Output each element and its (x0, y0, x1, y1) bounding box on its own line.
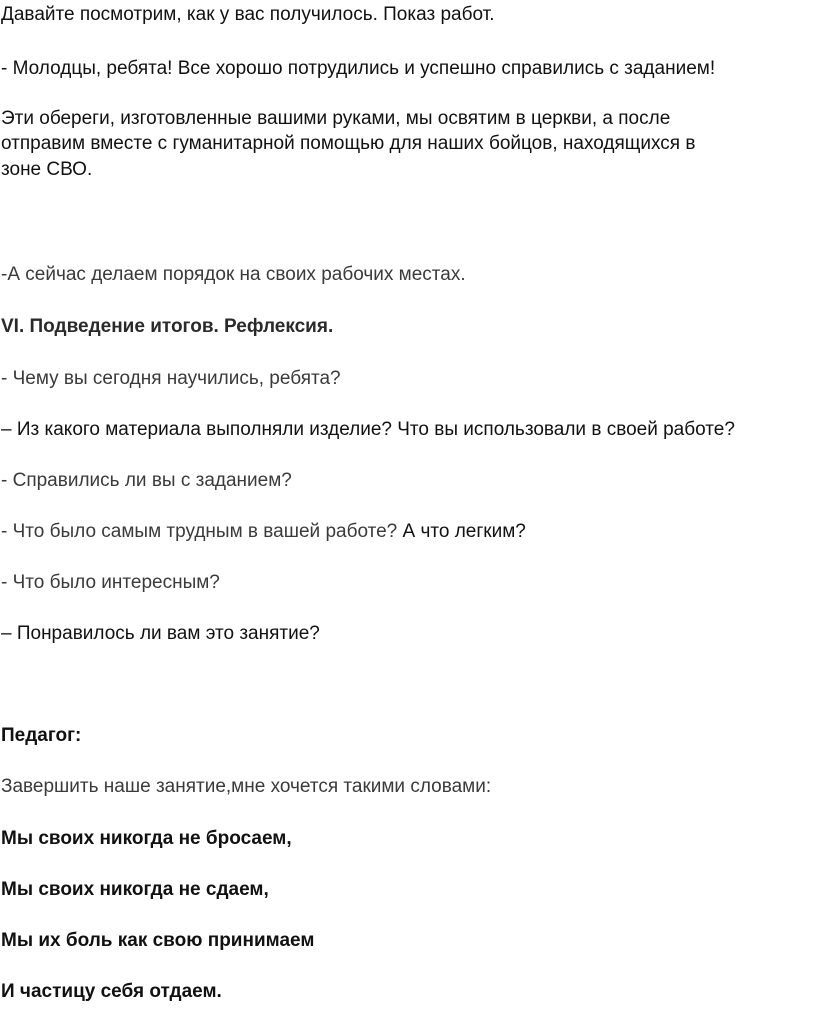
intro-paragraph-line-3: зоне СВО. (1, 159, 93, 180)
question-6: – Понравилось ли вам это занятие? (1, 623, 320, 644)
question-4-part-1: - Что было самым трудным в вашей работе? (1, 521, 403, 542)
question-1: - Чему вы сегодня научились, ребята? (1, 368, 341, 389)
intro-paragraph-line-1: Эти обереги, изготовленные вашими руками, мы освятим в церкви, а после (1, 108, 671, 129)
question-4 (1, 519, 526, 545)
question-5: - Что было интересным? (1, 572, 220, 593)
teacher-label: Педагог: (1, 725, 82, 746)
poem-line-2: Мы своих никогда не сдаем, (1, 879, 269, 900)
question-3: - Справились ли вы с заданием? (1, 470, 292, 491)
section-heading: VI. Подведение итогов. Рефлексия. (1, 316, 334, 337)
question-2: – Из какого материала выполняли изделие? Что вы использовали в своей работе? (1, 419, 735, 440)
question-4-part-2: А что легким? (402, 521, 526, 542)
closing-intro: Завершить наше занятие,мне хочется такими словами: (1, 776, 492, 797)
poem-line-4: И частицу себя отдаем. (1, 981, 222, 1002)
intro-line-1: Давайте посмотрим, как у вас получилось. Показ работ. (1, 4, 495, 25)
cleanup-line: -А сейчас делаем порядок на своих рабочих местах. (1, 264, 466, 285)
poem-line-1: Мы своих никогда не бросаем, (1, 828, 292, 849)
intro-line-2: - Молодцы, ребята! Все хорошо потрудились и успешно справились с заданием! (1, 58, 716, 79)
intro-paragraph-line-2: отправим вместе с гуманитарной помощью для наших бойцов, находящихся в (1, 133, 696, 154)
poem-line-3: Мы их боль как свою принимаем (1, 930, 315, 951)
